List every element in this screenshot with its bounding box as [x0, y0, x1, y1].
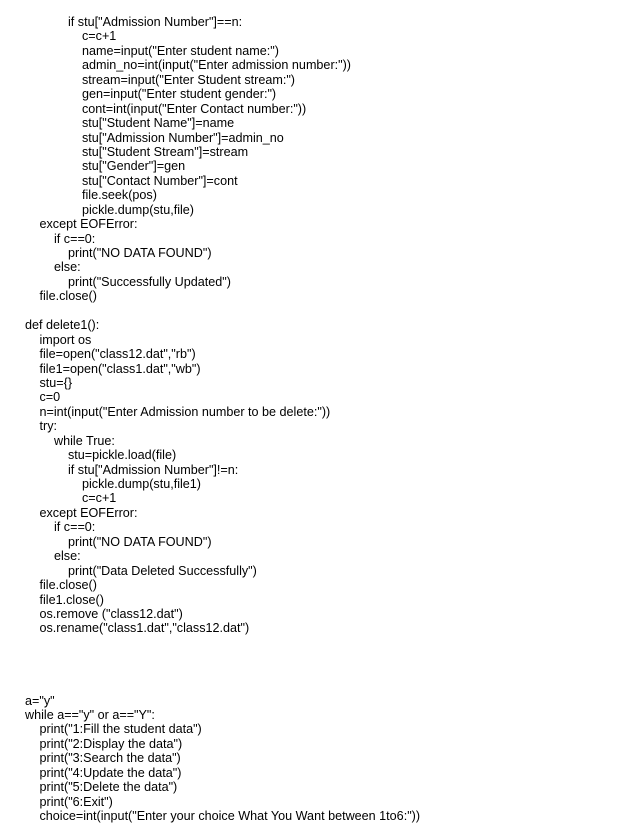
code-line: if stu["Admission Number"]!=n: [68, 462, 239, 477]
blank-line [0, 636, 638, 650]
code-line: pickle.dump(stu,file1) [82, 477, 201, 491]
code-line: c=0 [39, 390, 61, 405]
code-line: print("4:Update the data") [39, 765, 182, 780]
code-line: n=int(input("Enter Admission number to be delete:")) [39, 404, 331, 419]
code-line: if c==0: [54, 231, 96, 246]
code-line: while a=="y" or a=="Y": [25, 708, 155, 722]
code-line: print("5:Delete the data") [39, 780, 178, 795]
code-line: print("Data Deleted Successfully") [68, 563, 257, 578]
code-line: if c==0: [54, 520, 96, 535]
code-line: file=open("class12.dat","rb") [39, 347, 196, 362]
code-line: choice=int(input("Enter your choice What You Want between 1to6:")) [39, 809, 421, 824]
code-line: stu["Student Name"]=name [82, 116, 235, 131]
code-line: def delete1(): [25, 318, 100, 333]
code-line: stu["Admission Number"]=admin_no [82, 130, 284, 145]
code-line: if stu["Admission Number"]==n: [68, 15, 243, 29]
code-line: file.close() [39, 578, 97, 593]
code-line: print("NO DATA FOUND") [68, 246, 212, 260]
blank-line [0, 650, 638, 664]
code-line: except EOFError: [39, 505, 138, 520]
code-line: print("Successfully Updated") [68, 274, 231, 289]
code-line: admin_no=int(input("Enter admission number:")) [82, 58, 351, 73]
code-line: file.close() [39, 289, 97, 304]
code-line: else: [54, 549, 81, 564]
code-line: while True: [54, 433, 115, 448]
code-line: c=c+1 [82, 29, 117, 44]
blank-line [0, 304, 638, 318]
code-line: file1.close() [39, 592, 104, 607]
code-line: a="y" [25, 693, 55, 708]
code-line: file.seek(pos) [82, 188, 157, 203]
code-line: cont=int(input("Enter Contact number:")) [82, 101, 307, 116]
code-line: print("6:Exit") [39, 794, 113, 809]
code-line: stu["Gender"]=gen [82, 159, 186, 174]
code-line: print("1:Fill the student data") [39, 722, 202, 737]
code-line: file1=open("class1.dat","wb") [39, 361, 201, 376]
code-line: name=input("Enter student name:") [82, 43, 279, 58]
code-line: except EOFError: [39, 217, 138, 232]
code-line: print("NO DATA FOUND") [68, 534, 212, 549]
blank-line [0, 679, 638, 693]
code-line: c=c+1 [82, 491, 117, 506]
code-line: try: [39, 419, 57, 434]
code-line: print("3:Search the data") [39, 751, 181, 766]
code-line: import os [39, 332, 92, 347]
code-line: gen=input("Enter student gender:") [82, 87, 277, 102]
blank-line [0, 665, 638, 679]
code-line: os.remove ("class12.dat") [39, 606, 183, 621]
code-line: stu={} [39, 375, 73, 390]
code-line: print("2:Display the data") [39, 736, 183, 751]
code-line: stu=pickle.load(file) [68, 448, 177, 463]
code-line: stream=input("Enter Student stream:") [82, 72, 295, 87]
code-listing [0, 15, 638, 824]
code-line: else: [54, 260, 81, 275]
code-line: stu["Student Stream"]=stream [82, 144, 249, 159]
code-line: stu["Contact Number"]=cont [82, 173, 238, 188]
code-line: os.rename("class1.dat","class12.dat") [39, 621, 250, 636]
code-line: pickle.dump(stu,file) [82, 202, 194, 217]
